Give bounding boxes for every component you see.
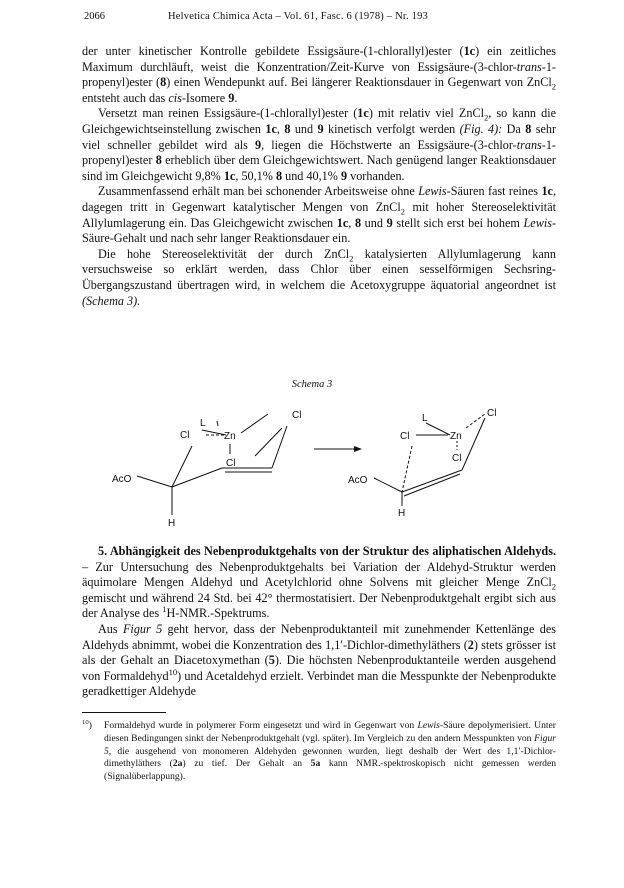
right-dashed-zn-cl bbox=[466, 414, 485, 428]
left-bond-l-zn bbox=[202, 430, 226, 435]
running-title: Helvetica Chimica Acta – Vol. 61, Fasc. 6 (1978) – Nr. 193 bbox=[168, 11, 428, 22]
footnote-mark: $^{10}$) bbox=[82, 718, 92, 731]
right-label-h: H bbox=[398, 508, 406, 519]
arrow-head bbox=[354, 446, 362, 452]
right-label-aco: AcO bbox=[348, 475, 368, 486]
paragraph-2: Versetzt man reinen Essigsäure-(1-chlorallyl)ester (1c) mit relativ viel ZnCl$_2$, so kann die Gleichgewichtseinstellung zwischen 1c, 8 und 9 kinetisch verfolgt werden (Fig. 4): Da 8 sehr viel schneller gebildet wird als 9, liegen die Höchstwerte an Essigsäure-(3-chlor-trans-1-propenyl)ester 8 erheblich über dem Gleichgewichtswert. Nach genügend langer Reaktionsdauer sind im Gleichgewicht 9,8% 1c, 50,1% 8 und 40,1% 9 vorhanden. bbox=[82, 106, 557, 183]
left-ring-bond-3 bbox=[272, 426, 287, 468]
left-label-cl-bottom: Cl bbox=[226, 458, 236, 469]
section-5-heading: 5. Abhängigkeit des Nebenproduktgehalts von der Struktur des aliphatischen Aldehyds. bbox=[98, 544, 556, 558]
left-label-l: L bbox=[200, 418, 206, 429]
reaction-arrow bbox=[314, 446, 362, 452]
left-label-h: H bbox=[168, 518, 176, 529]
footnote-body: Formaldehyd wurde in polymerer Form eingesetzt und wird in Gegenwart von Lewis-Säure depolymerisiert. Unter diesen Bedingungen sinkt der Nebenproduktgehalt (vgl. später). Im Vergleich zu den andern Messpunkten von Figur 5, die ausgehend von monomeren Aldehyden gewonnen wurden, liegt deshalb der Wert des 1,1′-Dichlor-dimethyläthers (2a) zu tief. Der Gehalt an 5a kann NMR.-spektroskopisch nicht gemessen werden (Signalüberlappung). bbox=[104, 720, 556, 783]
right-label-cl-left: Cl bbox=[400, 431, 410, 442]
page-number: 2066 bbox=[84, 11, 105, 22]
right-bond-aco bbox=[374, 478, 402, 492]
body-text-lower bbox=[82, 544, 556, 700]
left-label-zn: Zn bbox=[224, 431, 236, 442]
left-label-cl-left: Cl bbox=[180, 430, 190, 441]
scheme-3-diagram bbox=[82, 388, 552, 538]
right-label-zn: Zn bbox=[450, 431, 462, 442]
right-label-l: L bbox=[422, 413, 428, 424]
body-text-upper bbox=[82, 44, 556, 309]
left-label-aco: AcO bbox=[112, 474, 132, 485]
right-dashed-cl-c bbox=[402, 446, 412, 492]
footnote-rule bbox=[82, 712, 166, 713]
right-transition-state bbox=[348, 408, 496, 519]
right-double-bond-b bbox=[404, 474, 460, 496]
page-header bbox=[84, 11, 556, 25]
left-bond-cl-zn bbox=[217, 421, 218, 426]
left-bond-cl-top bbox=[241, 414, 268, 433]
footnote-10 bbox=[82, 720, 556, 784]
right-label-cl-bottom: Cl bbox=[452, 453, 462, 464]
paragraph-6: Aus Figur 5 geht hervor, dass der Nebenproduktanteil mit zunehmender Kettenlänge des Aldehyds abnimmt, wobei die Konzentration des 1,1′-Dichlor-dimethyläthers (2) stets grösser ist als der Gehalt an Diacetoxymethan (5). Die höchsten Nebenproduktanteile werden ausgehend von Formaldehyd$^{10}$) und Acetaldehyd erzielt. Verbindet man die Messpunkte der Nebenprodukte geradkettiger Aldehyde bbox=[82, 621, 556, 699]
paragraph-4: Die hohe Stereoselektivität der durch ZnCl$_2$ katalysierten Allylumlagerung kann versuchsweise so erklärt werden, dass Chlor über einen sesselförmigen Sechsring-Übergangszustand übertragen wird, in welchem die Acetoxygruppe äquatorial angeordnet ist (Schema 3). bbox=[82, 246, 556, 308]
right-double-bond-a bbox=[402, 470, 462, 492]
left-transition-state bbox=[112, 410, 301, 529]
left-label-cl-top: Cl bbox=[292, 410, 302, 421]
right-ring-bond-3 bbox=[462, 418, 485, 470]
left-bond-aco bbox=[137, 476, 172, 487]
paragraph-section-5: 5. Abhängigkeit des Nebenproduktgehalts von der Struktur des aliphatischen Aldehyds. – Zur Untersuchung des Nebenproduktgehalts bei Variation der Aldehyd-Struktur werden äquimolare Mengen Aldehyd und Acetylchlorid ohne Solvens mit gleicher Menge ZnCl$_2$ gemischt und während 24 Std. bei 42° thermostatisiert. Der Nebenproduktgehalt ergibt sich aus der Analyse des $^1$H-NMR.-Spektrums. bbox=[82, 544, 556, 621]
paragraph-1: der unter kinetischer Kontrolle gebildete Essigsäure-(1-chlorallyl)ester (1c) ein zeitliches Maximum durchläuft, weist die Konzentration/Zeit-Kurve von Essigsäure-(3-chlor-trans-1-propenyl)ester (8) einen Wendepunkt auf. Bei längerer Reaktionsdauer in Gegenwart von ZnCl$_2$ entsteht auch das cis-Isomere 9. bbox=[82, 44, 557, 105]
paragraph-3: Zusammenfassend erhält man bei schonender Arbeitsweise ohne Lewis-Säuren fast reines 1c, dagegen tritt in Gegenwart katalytischer Mengen von ZnCl$_2$ mit hoher Stereoselektivität Allylumlagerung ein. Das Gleichgewicht zwischen 1c, 8 und 9 stellt sich erst bei hohem Lewis-Säure-Gehalt und nach sehr langer Reaktionsdauer ein. bbox=[82, 184, 557, 246]
right-bond-l-zn bbox=[426, 423, 450, 435]
scheme-label: Schema 3 bbox=[291, 379, 333, 390]
right-label-cl-top: Cl bbox=[487, 408, 497, 419]
